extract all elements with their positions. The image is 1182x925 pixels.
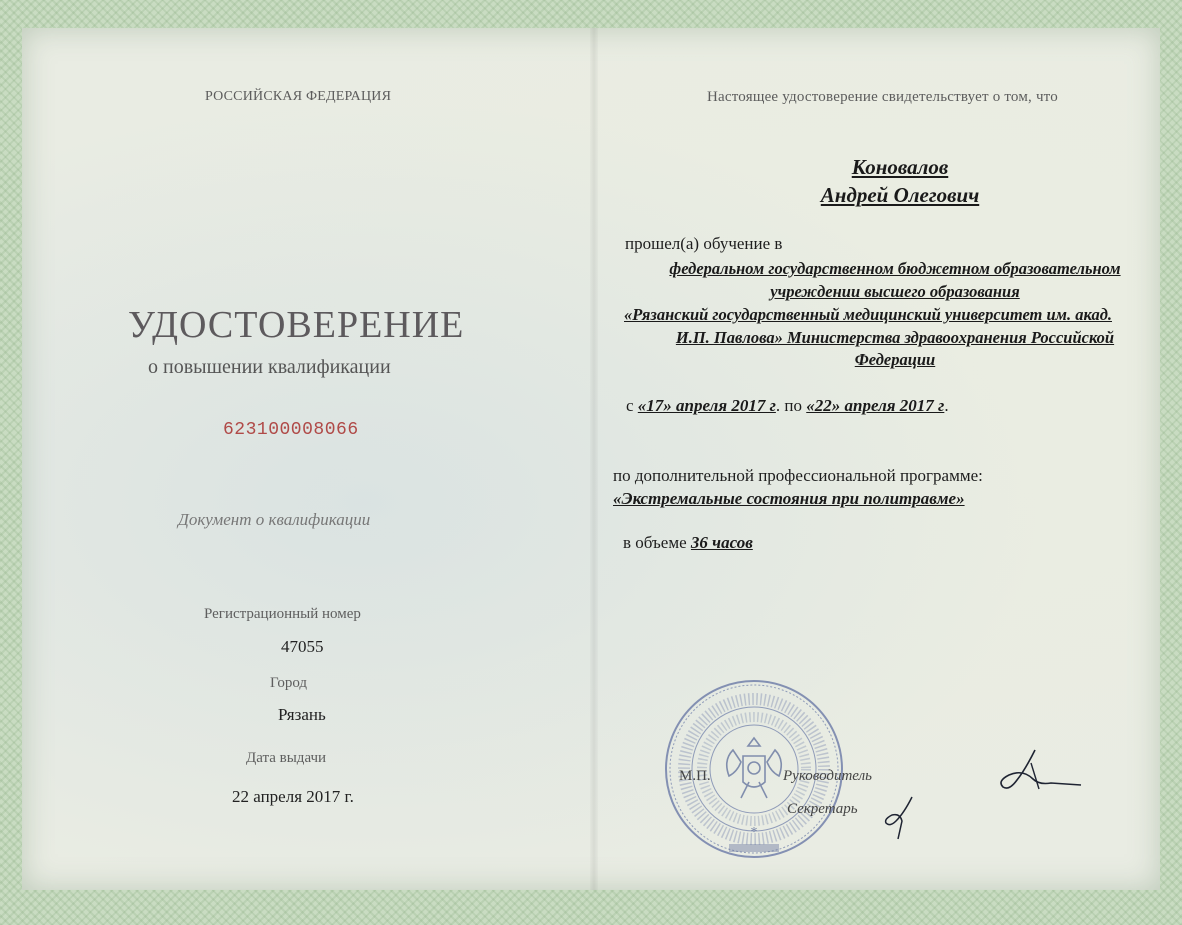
institution-line-4: И.П. Павлова» Министерства здравоохранения Российской bbox=[675, 328, 1115, 347]
institution-line-5: Федерации bbox=[854, 350, 936, 369]
document-subtitle: о повышении квалификации bbox=[148, 356, 391, 378]
institution-line-3: «Рязанский государственный медицинский университет им. акад. bbox=[624, 305, 1112, 324]
city-label: Город bbox=[270, 675, 308, 691]
secretary-signature-icon bbox=[880, 793, 920, 843]
training-period bbox=[626, 396, 949, 416]
head-signature-icon bbox=[995, 745, 1085, 805]
trained-label: прошел(а) обучение в bbox=[625, 234, 783, 253]
document-title: УДОСТОВЕРЕНИЕ bbox=[128, 304, 465, 346]
country-label: РОССИЙСКАЯ ФЕДЕРАЦИЯ bbox=[205, 89, 392, 104]
head-label: Руководитель bbox=[783, 768, 872, 784]
volume-line bbox=[623, 533, 753, 553]
period-to-prefix: . по bbox=[775, 396, 802, 415]
issue-date-value: 22 апреля 2017 г. bbox=[232, 787, 354, 806]
secretary-label: Секретарь bbox=[787, 801, 858, 817]
serial-number: 623100008066 bbox=[223, 420, 359, 440]
volume-label: в объеме bbox=[623, 533, 687, 552]
institution-line-2: учреждении высшего образования bbox=[770, 282, 1020, 301]
reg-number-label: Регистрационный номер bbox=[204, 606, 361, 622]
volume-value: 36 часов bbox=[690, 533, 753, 552]
city-value: Рязань bbox=[278, 705, 326, 724]
period-from-date: «17» апреля 2017 г bbox=[637, 396, 776, 415]
holder-given-names: Андрей Олегович bbox=[820, 183, 980, 207]
issue-date-label: Дата выдачи bbox=[246, 750, 327, 766]
period-to-date: «22» апреля 2017 г bbox=[806, 396, 945, 415]
period-end: . bbox=[944, 396, 949, 415]
svg-text:*: * bbox=[750, 825, 758, 840]
center-fold bbox=[590, 28, 598, 890]
institution-line-1: федеральном государственном бюджетном образовательном bbox=[669, 259, 1121, 278]
reg-number-value: 47055 bbox=[281, 637, 324, 656]
seal-label: М.П. bbox=[679, 768, 711, 784]
document-type-label: Документ о квалификации bbox=[178, 510, 371, 529]
program-name: «Экстремальные состояния при политравме» bbox=[613, 489, 965, 508]
period-from-prefix: с bbox=[626, 396, 634, 415]
program-label: по дополнительной профессиональной программе: bbox=[613, 466, 983, 485]
certificate-intro: Настоящее удостоверение свидетельствует о том, что bbox=[707, 89, 1058, 105]
holder-surname: Коновалов bbox=[851, 155, 949, 179]
